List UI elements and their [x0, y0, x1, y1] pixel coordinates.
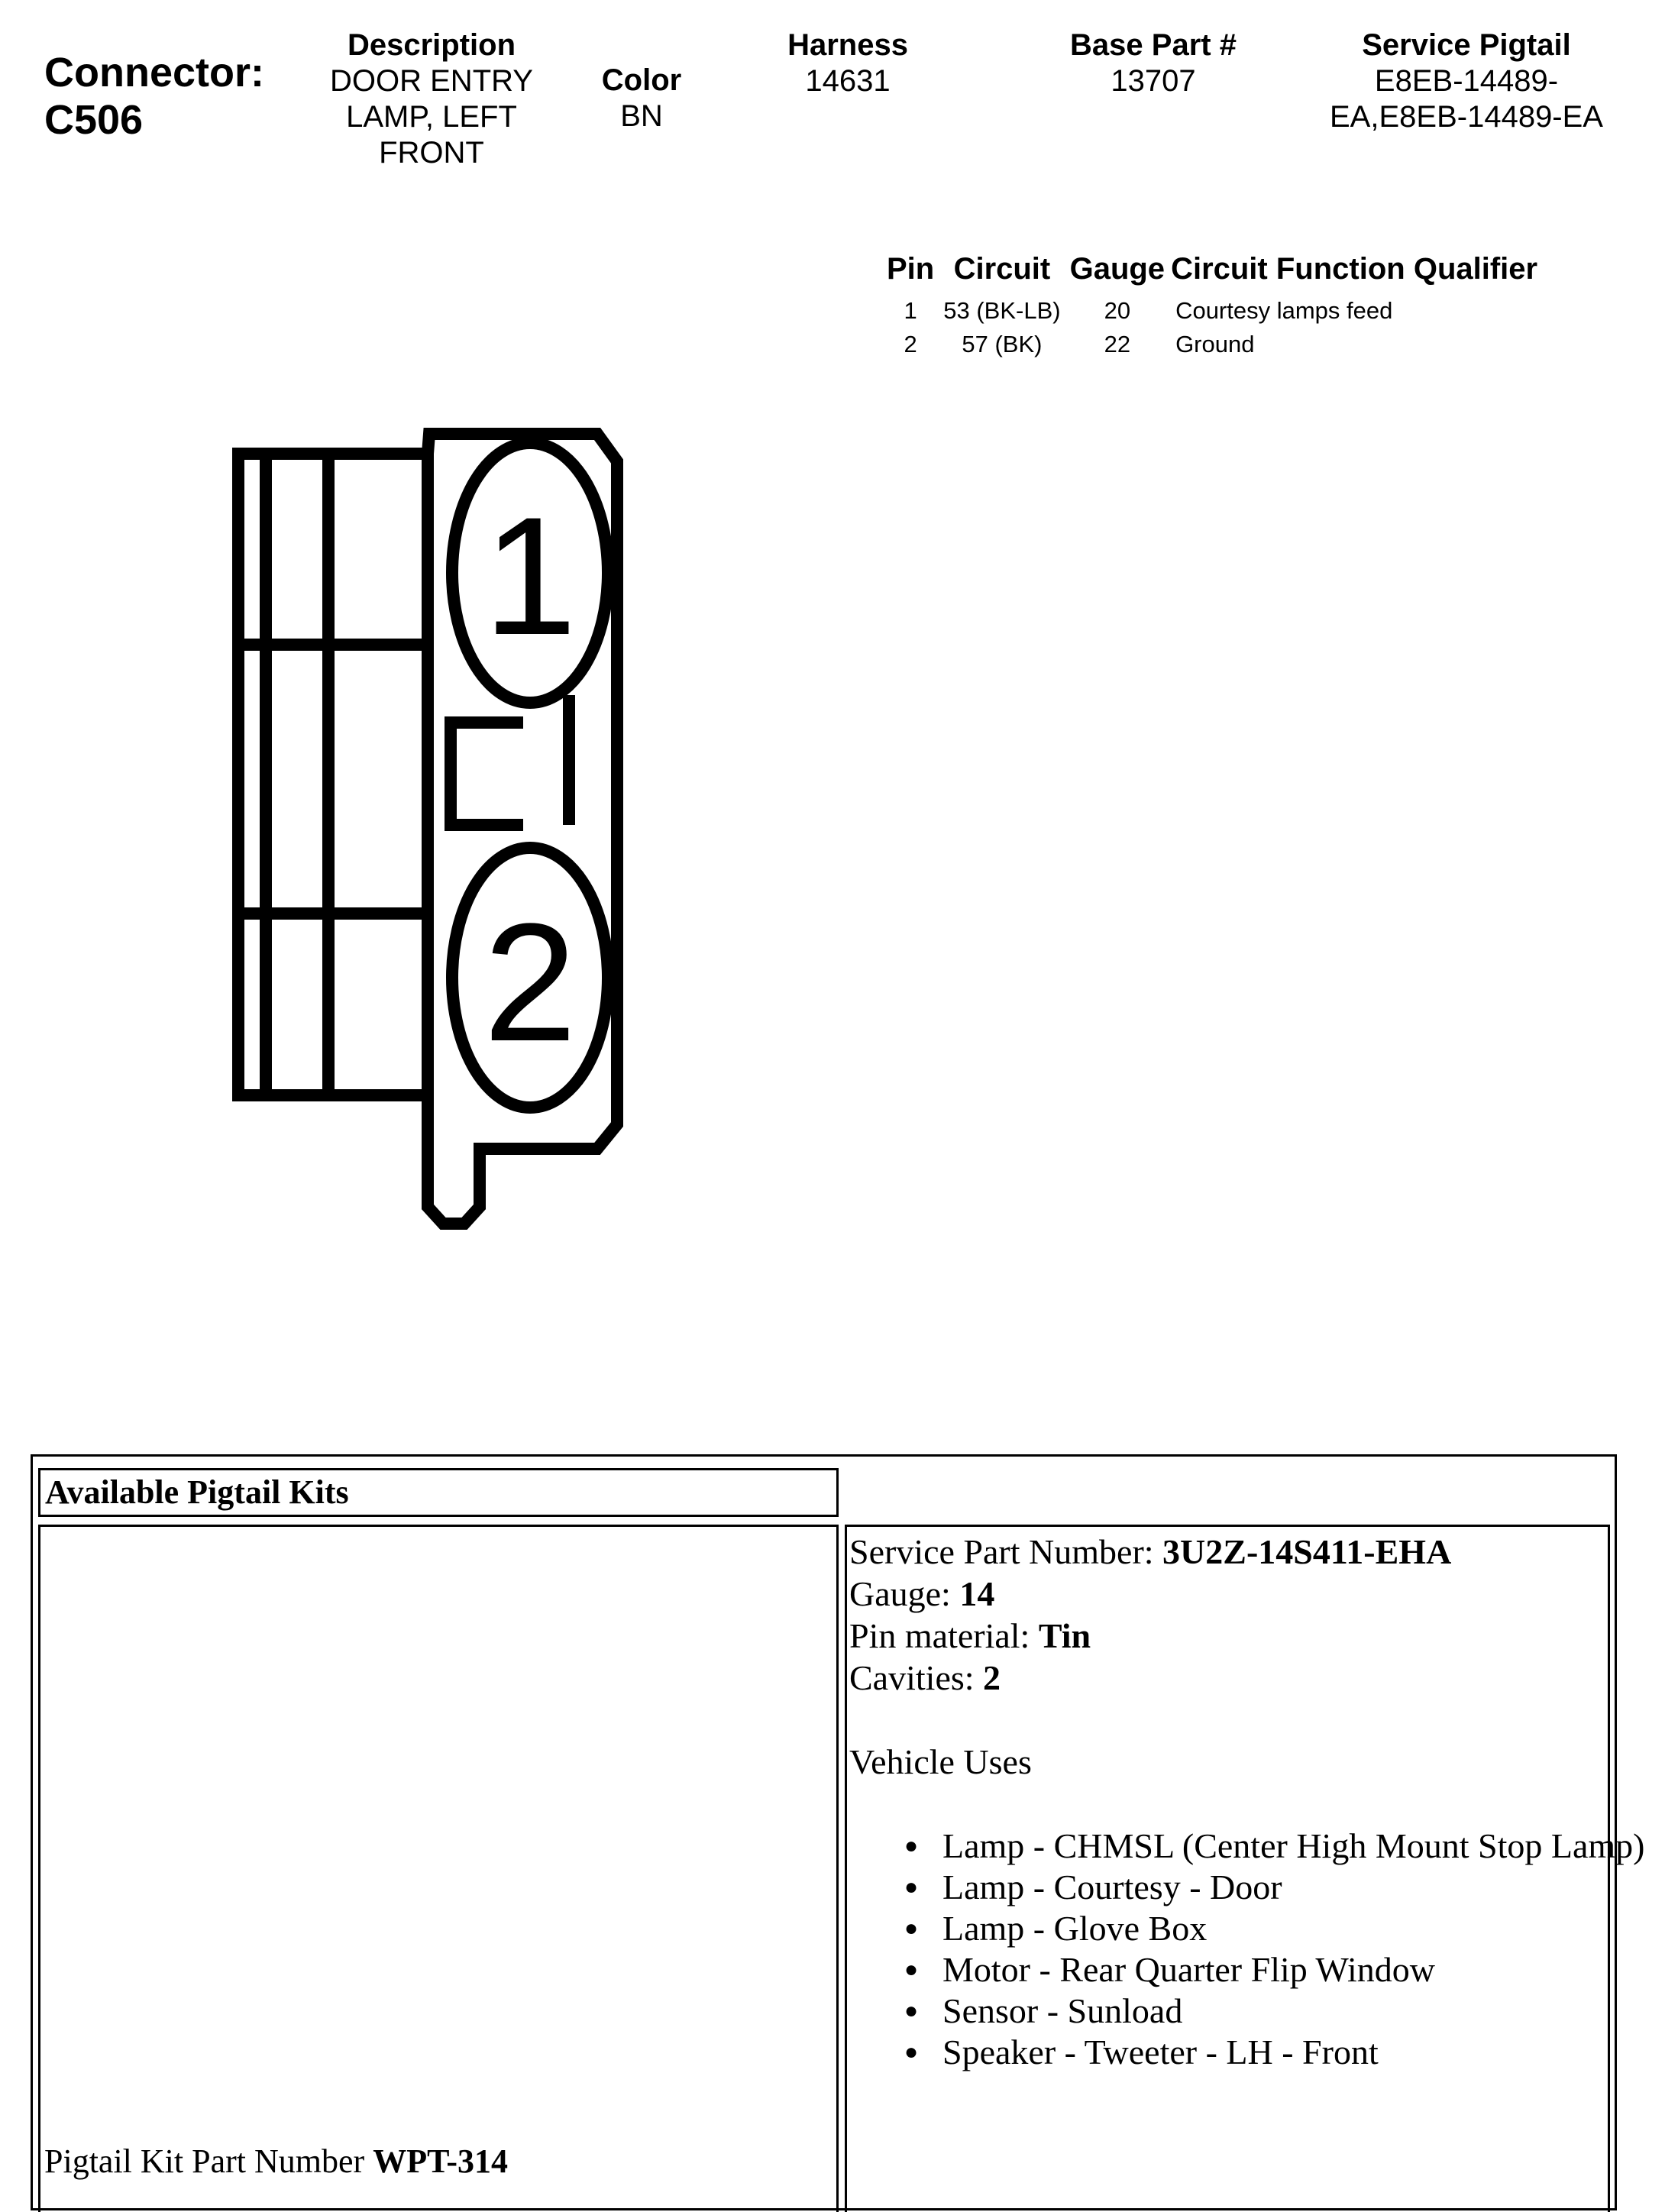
pigtail-kit-heading: Available Pigtail Kits	[38, 1468, 839, 1517]
pin-material-row	[849, 1615, 1605, 1657]
circuit-header: Circuit	[953, 252, 1051, 286]
list-item	[904, 1826, 1665, 1867]
bullet-icon: ●	[904, 1957, 919, 1982]
harness-value: 14631	[805, 64, 891, 98]
cavities-value: 2	[983, 1658, 1001, 1697]
pin-table	[882, 252, 1542, 361]
vehicle-use-text: Lamp - Glove Box	[942, 1909, 1208, 1948]
vehicle-use-text: Lamp - Courtesy - Door	[942, 1868, 1282, 1906]
list-item	[904, 2032, 1665, 2073]
vehicle-uses-title: Vehicle Uses	[849, 1742, 1032, 1781]
vehicle-use-text: Lamp - CHMSL (Center High Mount Stop Lamp)	[942, 1826, 1645, 1865]
pin-material-label: Pin material:	[849, 1616, 1030, 1655]
cavities-label: Cavities:	[849, 1658, 975, 1697]
gauge-cell: 20	[1104, 297, 1131, 324]
gauge-cell: 22	[1104, 331, 1131, 357]
pin-header: Pin	[887, 252, 935, 286]
connector-label: Connector:	[44, 50, 264, 95]
service-pigtail-value: E8EB-14489-EA,E8EB-14489-EA	[1330, 64, 1603, 134]
service-pigtail-heading: Service Pigtail	[1362, 28, 1571, 62]
description-column	[306, 27, 558, 171]
service-pigtail-column	[1268, 27, 1665, 135]
pin-1-label: 1	[483, 482, 577, 670]
bullet-icon: ●	[904, 1874, 919, 1900]
harness-heading: Harness	[787, 28, 908, 62]
service-part-label: Service Part Number:	[849, 1532, 1154, 1571]
vehicle-uses-list	[849, 1826, 1645, 2073]
gauge-header: Gauge	[1069, 252, 1166, 286]
color-heading: Color	[601, 63, 682, 97]
table-row	[882, 294, 1542, 328]
bullet-icon: ●	[904, 1998, 919, 2023]
circuit-cell: 53 (BK-LB)	[943, 297, 1061, 324]
description-heading: Description	[347, 28, 516, 62]
list-item	[904, 1908, 1665, 1949]
pigtail-kit-specs	[849, 1531, 1645, 2073]
function-header-text: Circuit Function	[1171, 252, 1405, 286]
vehicle-use-text: Motor - Rear Quarter Flip Window	[942, 1950, 1436, 1989]
function-cell: Courtesy lamps feed	[1175, 297, 1393, 324]
bullet-icon: ●	[904, 1833, 919, 1858]
color-column	[580, 63, 703, 134]
gauge-label: Gauge:	[849, 1574, 951, 1613]
pigtail-kit-part-number	[44, 2141, 508, 2182]
circuit-cell: 57 (BK)	[962, 331, 1043, 357]
pin-cell: 1	[904, 297, 917, 324]
vehicle-use-text: Sensor - Sunload	[942, 1991, 1183, 2030]
base-part-column	[1039, 27, 1268, 99]
color-value: BN	[620, 99, 663, 133]
part-number-label: Pigtail Kit Part Number	[44, 2142, 365, 2180]
base-part-value: 13707	[1111, 64, 1196, 98]
gauge-value: 14	[959, 1574, 995, 1613]
circuit-function-header	[1169, 252, 1542, 294]
pin-2-label: 2	[483, 888, 577, 1076]
service-part-value: 3U2Z-14S411-EHA	[1162, 1532, 1452, 1571]
bullet-icon: ●	[904, 1916, 919, 1941]
pin-table-header-row	[882, 252, 1542, 294]
cavities-row	[849, 1657, 1605, 1699]
function-cell: Ground	[1175, 331, 1255, 357]
list-item	[904, 1949, 1665, 1990]
qualifier-header-text: Qualifier	[1413, 252, 1538, 286]
gauge-row	[849, 1573, 1605, 1615]
service-part-row	[849, 1531, 1605, 1573]
pigtail-kit-image-cell	[38, 1525, 839, 2212]
table-row	[882, 328, 1542, 361]
pin-cell: 2	[904, 331, 917, 357]
connector-id: C506	[44, 97, 144, 143]
list-item	[904, 1867, 1665, 1908]
connector-diagram	[221, 397, 649, 1253]
key-notch	[451, 723, 523, 825]
description-value: DOOR ENTRY LAMP, LEFT FRONT	[330, 64, 533, 170]
list-item	[904, 1990, 1665, 2032]
bullet-icon: ●	[904, 2039, 919, 2065]
pin-material-value: Tin	[1038, 1616, 1091, 1655]
part-number-value: WPT-314	[373, 2142, 509, 2180]
connector-title	[44, 49, 264, 144]
base-part-heading: Base Part #	[1070, 28, 1237, 62]
harness-column	[733, 27, 962, 99]
vehicle-use-text: Speaker - Tweeter - LH - Front	[942, 2033, 1379, 2071]
